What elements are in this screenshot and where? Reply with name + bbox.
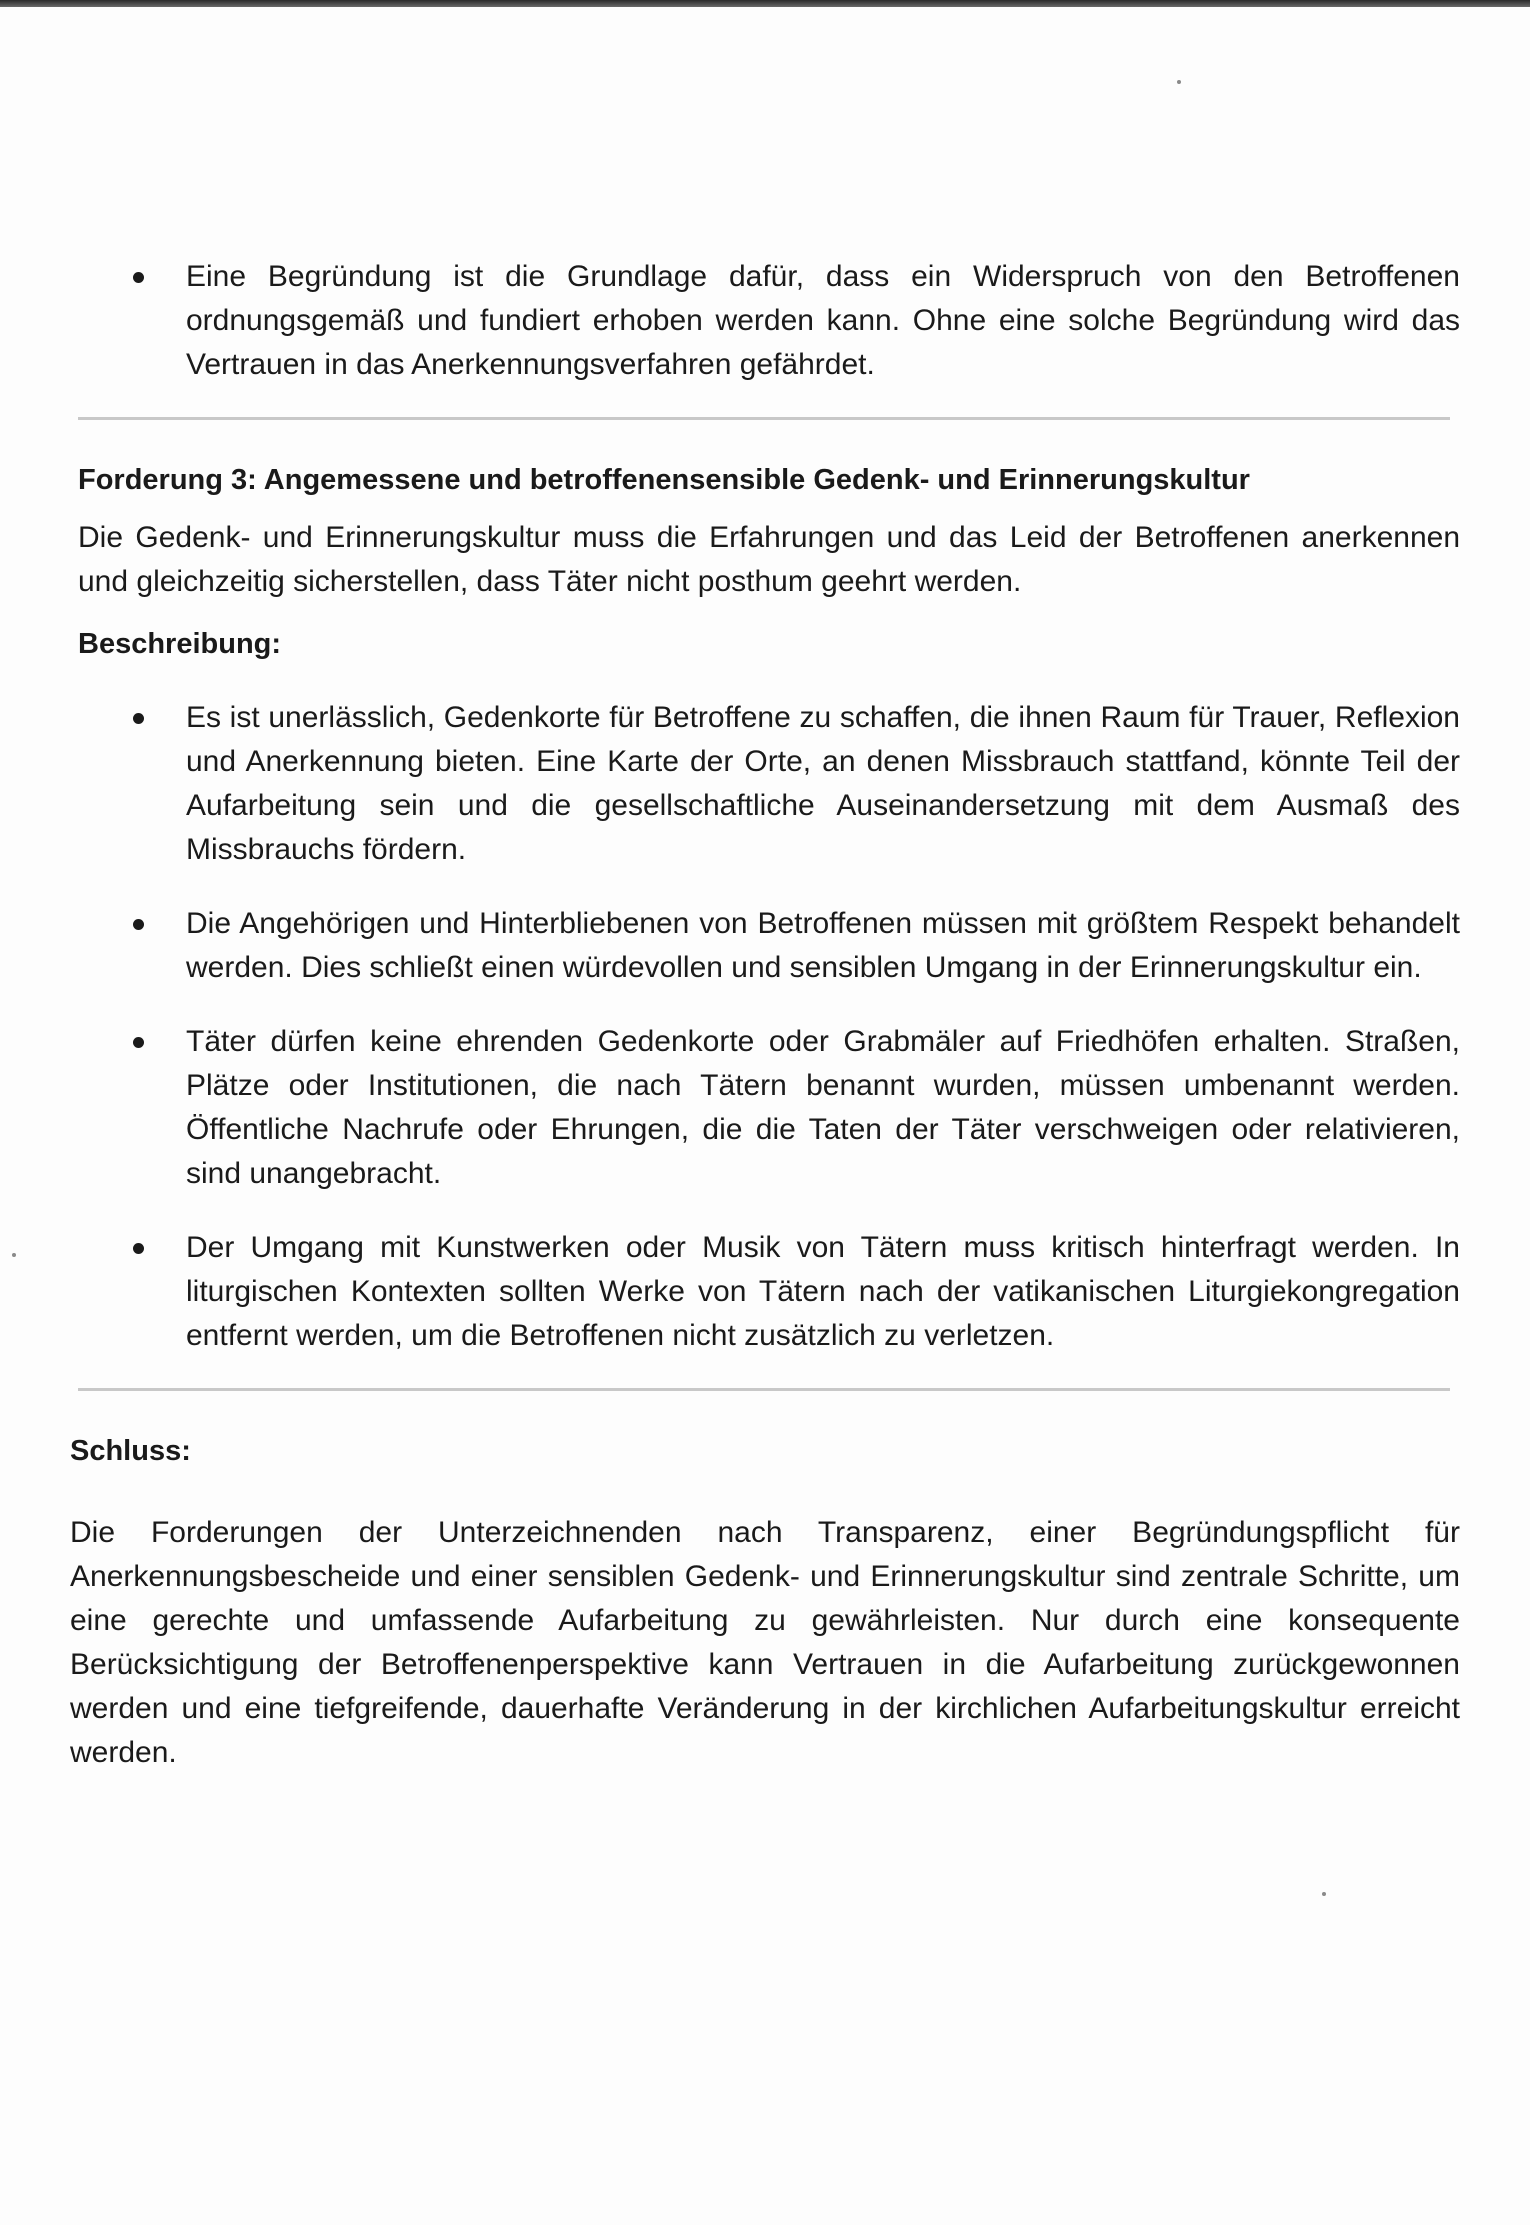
intro-bullet-list xyxy=(70,255,1460,387)
list-item xyxy=(70,902,1460,990)
scan-speck xyxy=(12,1253,16,1257)
scan-speck xyxy=(1322,1892,1326,1896)
conclusion-heading: Schluss: xyxy=(70,1435,191,1467)
demand-3-heading: Forderung 3: Angemessene und betroffenensensible Gedenk- und Erinnerungskultur xyxy=(78,464,1250,496)
list-item-text: Der Umgang mit Kunstwerken oder Musik von Tätern muss kritisch hinterfragt werden. In liturgischen Kontexten sollten Werke von Tätern nach der vatikanischen Liturgiekongregation entfernt werden, um die Betroffenen nicht zusätzlich zu verletzen. xyxy=(186,1231,1460,1352)
description-label: Beschreibung: xyxy=(78,628,282,660)
scan-top-edge xyxy=(0,0,1530,7)
bullet-icon xyxy=(133,713,144,724)
list-item xyxy=(70,696,1460,872)
list-item xyxy=(70,1020,1460,1196)
bullet-icon xyxy=(133,1037,144,1048)
conclusion-text: Die Forderungen der Unterzeichnenden nach Transparenz, einer Begründungspflicht für Anerkennungsbescheide und einer sensiblen Gedenk- und Erinnerungskultur sind zentrale Schritte, um eine gerechte und umfassende Aufarbeitung zu gewährleisten. Nur durch eine konsequente Berücksichtigung der Betroffenenperspektive kann Vertrauen in die Aufarbeitung zurückgewonnen werden und eine tiefgreifende, dauerhafte Veränderung in der kirchlichen Aufarbeitungskultur erreicht werden. xyxy=(70,1516,1460,1769)
bullet-icon xyxy=(133,919,144,930)
description-bullet-list xyxy=(70,696,1460,1358)
list-item xyxy=(70,255,1460,387)
document-body xyxy=(70,255,1460,1775)
bullet-icon xyxy=(133,1243,144,1254)
list-item-text: Die Angehörigen und Hinterbliebenen von Betroffenen müssen mit größtem Respekt behandelt werden. Dies schließt einen würdevollen und sensiblen Umgang in der Erinnerungskultur ein. xyxy=(186,907,1460,984)
list-item-text: Täter dürfen keine ehrenden Gedenkorte oder Grabmäler auf Friedhöfen erhalten. Straßen, Plätze oder Institutionen, die nach Tätern benannt wurden, müssen umbenannt werden. Öffentliche Nachrufe oder Ehrungen, die die Taten der Täter verschweigen oder relativieren, sind unangebracht. xyxy=(186,1025,1460,1190)
list-item xyxy=(70,1226,1460,1358)
list-item-text: Es ist unerlässlich, Gedenkorte für Betroffene zu schaffen, die ihnen Raum für Trauer, Reflexion und Anerkennung bieten. Eine Karte der Orte, an denen Missbrauch stattfand, könnte Teil der Aufarbeitung sein und die gesellschaftliche Auseinandersetzung mit dem Ausmaß des Missbrauchs fördern. xyxy=(186,701,1460,866)
demand-3-intro: Die Gedenk- und Erinnerungskultur muss die Erfahrungen und das Leid der Betroffenen anerkennen und gleichzeitig sicherstellen, dass Täter nicht posthum geehrt werden. xyxy=(78,521,1460,598)
list-item-text: Eine Begründung ist die Grundlage dafür, dass ein Widerspruch von den Betroffenen ordnungsgemäß und fundiert erhoben werden kann. Ohne eine solche Begründung wird das Vertrauen in das Anerkennungsverfahren gefährdet. xyxy=(186,260,1460,381)
section-divider xyxy=(78,1388,1450,1391)
section-divider xyxy=(78,417,1450,420)
bullet-icon xyxy=(133,272,144,283)
scan-speck xyxy=(1177,80,1181,84)
